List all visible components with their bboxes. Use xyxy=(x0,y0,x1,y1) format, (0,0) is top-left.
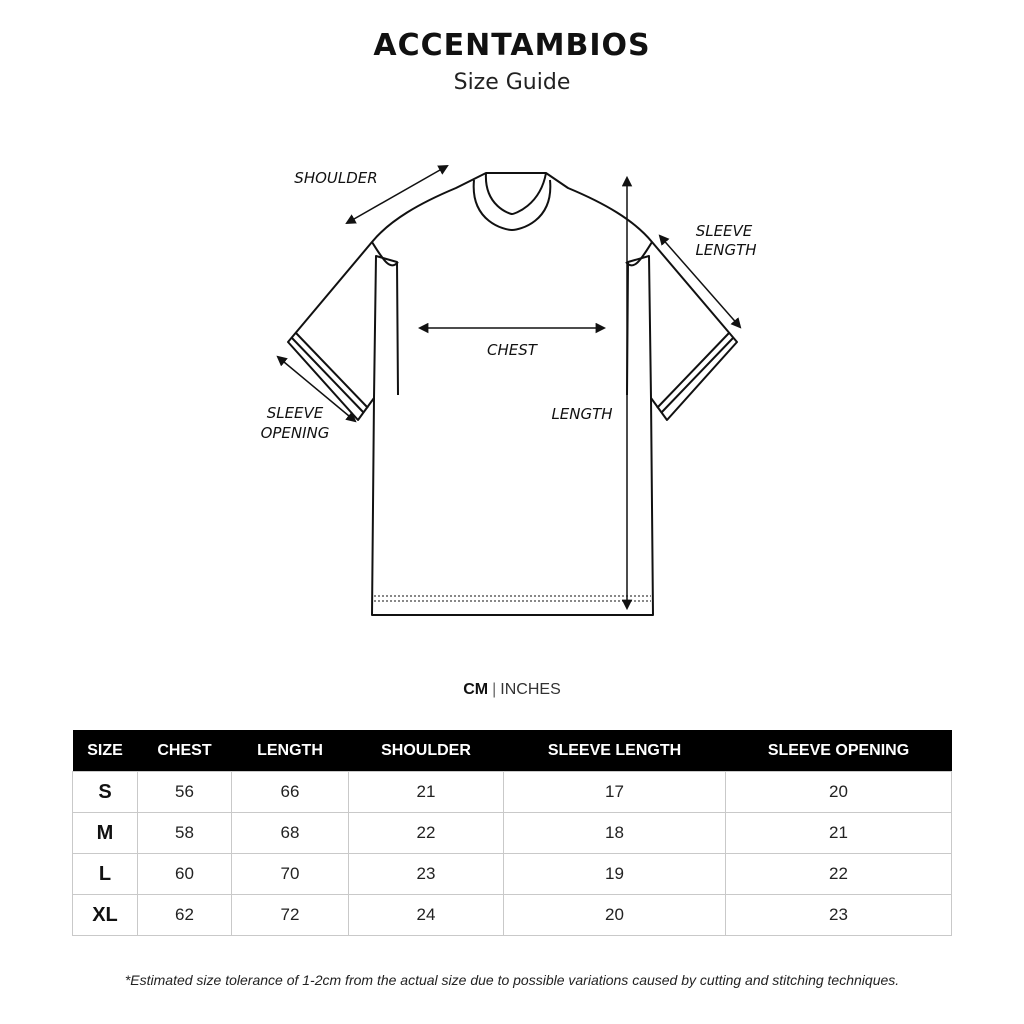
shoulder-cell: 21 xyxy=(349,772,504,813)
header-sleeve-opening: SLEEVE OPENING xyxy=(726,730,952,772)
sleeve-opening-cell: 20 xyxy=(726,772,952,813)
footnote: *Estimated size tolerance of 1-2cm from the actual size due to possible variations caused by cutting and stitching techniques. xyxy=(124,972,900,988)
sleeve-opening-label-line2: OPENING xyxy=(260,424,330,442)
sleeve-length-cell: 17 xyxy=(504,772,726,813)
sleeve-opening-cell: 22 xyxy=(726,854,952,895)
sleeve-opening-cell: 23 xyxy=(726,895,952,936)
size-cell: M xyxy=(73,813,138,854)
sleeve-length-label-line2: LENGTH xyxy=(695,241,757,259)
sleeve-opening-cell: 21 xyxy=(726,813,952,854)
unit-separator: | xyxy=(492,681,497,698)
sleeve-length-cell: 20 xyxy=(504,895,726,936)
shoulder-cell: 24 xyxy=(349,895,504,936)
header-sleeve-length: SLEEVE LENGTH xyxy=(504,730,726,772)
length-cell: 70 xyxy=(232,854,349,895)
header-chest: CHEST xyxy=(138,730,232,772)
tshirt-outline xyxy=(288,173,737,615)
header-length: LENGTH xyxy=(232,730,349,772)
unit-cm[interactable]: CM xyxy=(463,681,489,698)
chest-cell: 62 xyxy=(138,895,232,936)
size-cell: XL xyxy=(73,895,138,936)
shoulder-cell: 23 xyxy=(349,854,504,895)
page-title: Size Guide xyxy=(453,70,571,95)
length-cell: 66 xyxy=(232,772,349,813)
chest-label: CHEST xyxy=(487,341,537,359)
sleeve-length-label-line1: SLEEVE xyxy=(695,222,753,240)
chest-cell: 60 xyxy=(138,854,232,895)
sleeve-opening-label-line1: SLEEVE xyxy=(266,404,324,422)
header-size: SIZE xyxy=(73,730,138,772)
table-row xyxy=(73,895,952,936)
size-cell: S xyxy=(73,772,138,813)
chest-cell: 58 xyxy=(138,813,232,854)
size-table xyxy=(72,730,952,936)
length-cell: 72 xyxy=(232,895,349,936)
shoulder-cell: 22 xyxy=(349,813,504,854)
length-cell: 68 xyxy=(232,813,349,854)
brand-logo: ACCENTAMBIOS xyxy=(373,28,651,63)
table-row xyxy=(73,813,952,854)
table-header-row xyxy=(73,730,952,772)
table-row xyxy=(73,772,952,813)
unit-toggle[interactable] xyxy=(0,681,1024,699)
size-cell: L xyxy=(73,854,138,895)
header-shoulder: SHOULDER xyxy=(349,730,504,772)
shoulder-label: SHOULDER xyxy=(294,169,378,187)
sleeve-length-cell: 18 xyxy=(504,813,726,854)
sleeve-length-cell: 19 xyxy=(504,854,726,895)
unit-inches[interactable]: INCHES xyxy=(500,681,561,698)
chest-cell: 56 xyxy=(138,772,232,813)
length-label: LENGTH xyxy=(551,405,613,423)
table-row xyxy=(73,854,952,895)
